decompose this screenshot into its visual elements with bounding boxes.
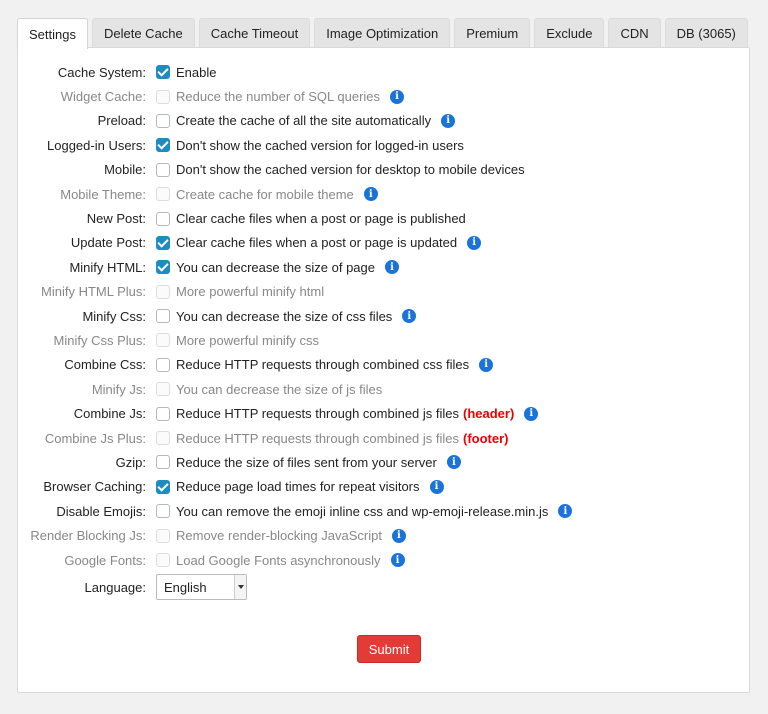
- info-icon[interactable]: i: [467, 236, 481, 250]
- language-select[interactable]: [156, 574, 247, 600]
- setting-label: Render Blocking Js:: [30, 528, 146, 544]
- info-icon[interactable]: i: [441, 114, 455, 128]
- setting-label: Update Post:: [70, 235, 146, 251]
- setting-description-text: More powerful minify html: [176, 284, 325, 300]
- setting-label: Combine Js Plus:: [44, 430, 146, 446]
- setting-label: Minify Js:: [91, 381, 146, 397]
- setting-row: [18, 84, 749, 108]
- setting-row: [18, 499, 749, 523]
- info-icon[interactable]: i: [390, 90, 404, 104]
- info-icon[interactable]: i: [391, 553, 405, 567]
- setting-label: Cache System:: [57, 64, 146, 80]
- setting-checkbox[interactable]: [156, 65, 170, 79]
- tab-delete-cache[interactable]: Delete Cache: [92, 18, 195, 48]
- setting-row: [18, 450, 749, 474]
- setting-row: [18, 280, 749, 304]
- setting-label: Logged-in Users:: [47, 137, 146, 153]
- setting-description-text: Remove render-blocking JavaScript: [176, 528, 382, 544]
- setting-label: Minify HTML:: [69, 259, 146, 275]
- setting-row: [18, 255, 749, 279]
- setting-description: [176, 187, 354, 202]
- setting-label: Mobile:: [104, 162, 146, 178]
- setting-checkbox[interactable]: [156, 480, 170, 494]
- setting-checkbox: [156, 285, 170, 299]
- setting-description-text: Reduce the number of SQL queries: [176, 89, 381, 105]
- setting-row: [18, 475, 749, 499]
- setting-description: [176, 455, 437, 470]
- setting-description-text: Don't show the cached version for logged-in users: [176, 137, 464, 153]
- setting-checkbox[interactable]: [156, 407, 170, 421]
- tab-settings[interactable]: Settings: [17, 18, 88, 49]
- setting-description: [176, 309, 392, 324]
- setting-label: Disable Emojis:: [56, 503, 146, 519]
- setting-row: [18, 109, 749, 133]
- setting-description: [176, 431, 509, 446]
- setting-description-text: Don't show the cached version for desktop to mobile devices: [176, 162, 525, 178]
- setting-description: [176, 235, 457, 250]
- setting-description-text: More powerful minify css: [176, 332, 320, 348]
- settings-list: [18, 60, 749, 602]
- setting-label: New Post:: [86, 211, 146, 227]
- setting-row: [18, 377, 749, 401]
- tab-image-optimization[interactable]: Image Optimization: [314, 18, 450, 48]
- setting-label: Gzip:: [115, 454, 146, 470]
- setting-row: [18, 60, 749, 84]
- setting-label: Combine Js:: [73, 406, 146, 422]
- tab-premium[interactable]: Premium: [454, 18, 530, 48]
- setting-checkbox[interactable]: [156, 455, 170, 469]
- setting-description: [176, 333, 319, 348]
- setting-label: Mobile Theme:: [60, 186, 146, 202]
- setting-description: [176, 406, 514, 421]
- info-icon[interactable]: i: [447, 455, 461, 469]
- setting-description: [176, 357, 469, 372]
- setting-checkbox[interactable]: [156, 260, 170, 274]
- setting-label: Combine Css:: [64, 357, 146, 373]
- setting-label: Minify Css:: [82, 308, 146, 324]
- setting-description: [176, 113, 431, 128]
- setting-checkbox: [156, 529, 170, 543]
- setting-checkbox[interactable]: [156, 212, 170, 226]
- setting-checkbox[interactable]: [156, 358, 170, 372]
- setting-description: [176, 382, 382, 397]
- tab-db-3065[interactable]: DB (3065): [665, 18, 748, 48]
- setting-checkbox[interactable]: [156, 114, 170, 128]
- setting-description-text: Reduce HTTP requests through combined js files: [176, 430, 460, 446]
- info-icon[interactable]: i: [385, 260, 399, 274]
- tab-bar: [17, 18, 748, 48]
- setting-description-text: Enable: [176, 64, 217, 80]
- setting-checkbox[interactable]: [156, 309, 170, 323]
- language-value: English: [164, 579, 207, 595]
- setting-checkbox[interactable]: [156, 138, 170, 152]
- setting-label: Google Fonts:: [64, 552, 146, 568]
- settings-panel: [17, 47, 750, 693]
- setting-label: Minify Css Plus:: [53, 332, 146, 348]
- setting-description-text: You can decrease the size of page: [176, 259, 375, 275]
- setting-row: [18, 206, 749, 230]
- setting-description: [176, 211, 466, 226]
- info-icon[interactable]: i: [430, 480, 444, 494]
- setting-description: [176, 528, 382, 543]
- setting-row: [18, 548, 749, 572]
- setting-description-text: Reduce HTTP requests through combined css files: [176, 357, 470, 373]
- setting-row: [18, 231, 749, 255]
- setting-checkbox: [156, 90, 170, 104]
- tab-exclude[interactable]: Exclude: [534, 18, 604, 48]
- setting-description: [176, 162, 525, 177]
- setting-description-text: Reduce page load times for repeat visitors: [176, 479, 420, 495]
- setting-label: Browser Caching:: [43, 479, 146, 495]
- setting-row: [18, 182, 749, 206]
- setting-row: [18, 328, 749, 352]
- setting-label: Widget Cache:: [60, 89, 146, 105]
- position-tag: (footer): [463, 430, 509, 446]
- setting-description-text: You can decrease the size of js files: [176, 381, 383, 397]
- chevron-down-icon: [234, 575, 246, 599]
- setting-checkbox[interactable]: [156, 504, 170, 518]
- tab-cdn[interactable]: CDN: [608, 18, 660, 48]
- info-icon[interactable]: i: [392, 529, 406, 543]
- setting-row: [18, 426, 749, 450]
- setting-description: [176, 284, 324, 299]
- setting-description-text: Clear cache files when a post or page is updated: [176, 235, 458, 251]
- setting-row: [18, 523, 749, 547]
- setting-description: [176, 65, 216, 80]
- setting-row: [18, 158, 749, 182]
- info-icon[interactable]: i: [558, 504, 572, 518]
- setting-checkbox[interactable]: [156, 163, 170, 177]
- setting-description-text: Load Google Fonts asynchronously: [176, 552, 381, 568]
- submit-button[interactable]: Submit: [357, 635, 421, 663]
- setting-row: [18, 401, 749, 425]
- info-icon[interactable]: i: [524, 407, 538, 421]
- setting-description-text: You can decrease the size of css files: [176, 308, 393, 324]
- setting-label: Minify HTML Plus:: [41, 284, 146, 300]
- info-icon[interactable]: i: [402, 309, 416, 323]
- setting-description: [176, 553, 381, 568]
- setting-row: [18, 304, 749, 328]
- info-icon[interactable]: i: [364, 187, 378, 201]
- setting-description-text: Create the cache of all the site automatically: [176, 113, 432, 129]
- language-row: [18, 572, 749, 602]
- setting-description: [176, 260, 375, 275]
- setting-checkbox: [156, 187, 170, 201]
- info-icon[interactable]: i: [479, 358, 493, 372]
- setting-checkbox: [156, 553, 170, 567]
- setting-description-text: You can remove the emoji inline css and wp-emoji-release.min.js: [176, 503, 549, 519]
- language-label: Language:: [84, 579, 146, 595]
- setting-row: [18, 133, 749, 157]
- setting-description-text: Create cache for mobile theme: [176, 186, 354, 202]
- setting-description: [176, 138, 464, 153]
- setting-description: [176, 504, 548, 519]
- tab-cache-timeout[interactable]: Cache Timeout: [199, 18, 310, 48]
- setting-checkbox: [156, 333, 170, 347]
- setting-row: [18, 353, 749, 377]
- setting-checkbox[interactable]: [156, 236, 170, 250]
- setting-label: Preload:: [97, 113, 146, 129]
- setting-description-text: Clear cache files when a post or page is published: [176, 211, 466, 227]
- setting-checkbox: [156, 382, 170, 396]
- setting-description: [176, 89, 380, 104]
- setting-description-text: Reduce the size of files sent from your server: [176, 454, 437, 470]
- position-tag: (header): [463, 406, 515, 422]
- setting-checkbox: [156, 431, 170, 445]
- setting-description: [176, 479, 420, 494]
- setting-description-text: Reduce HTTP requests through combined js files: [176, 406, 460, 422]
